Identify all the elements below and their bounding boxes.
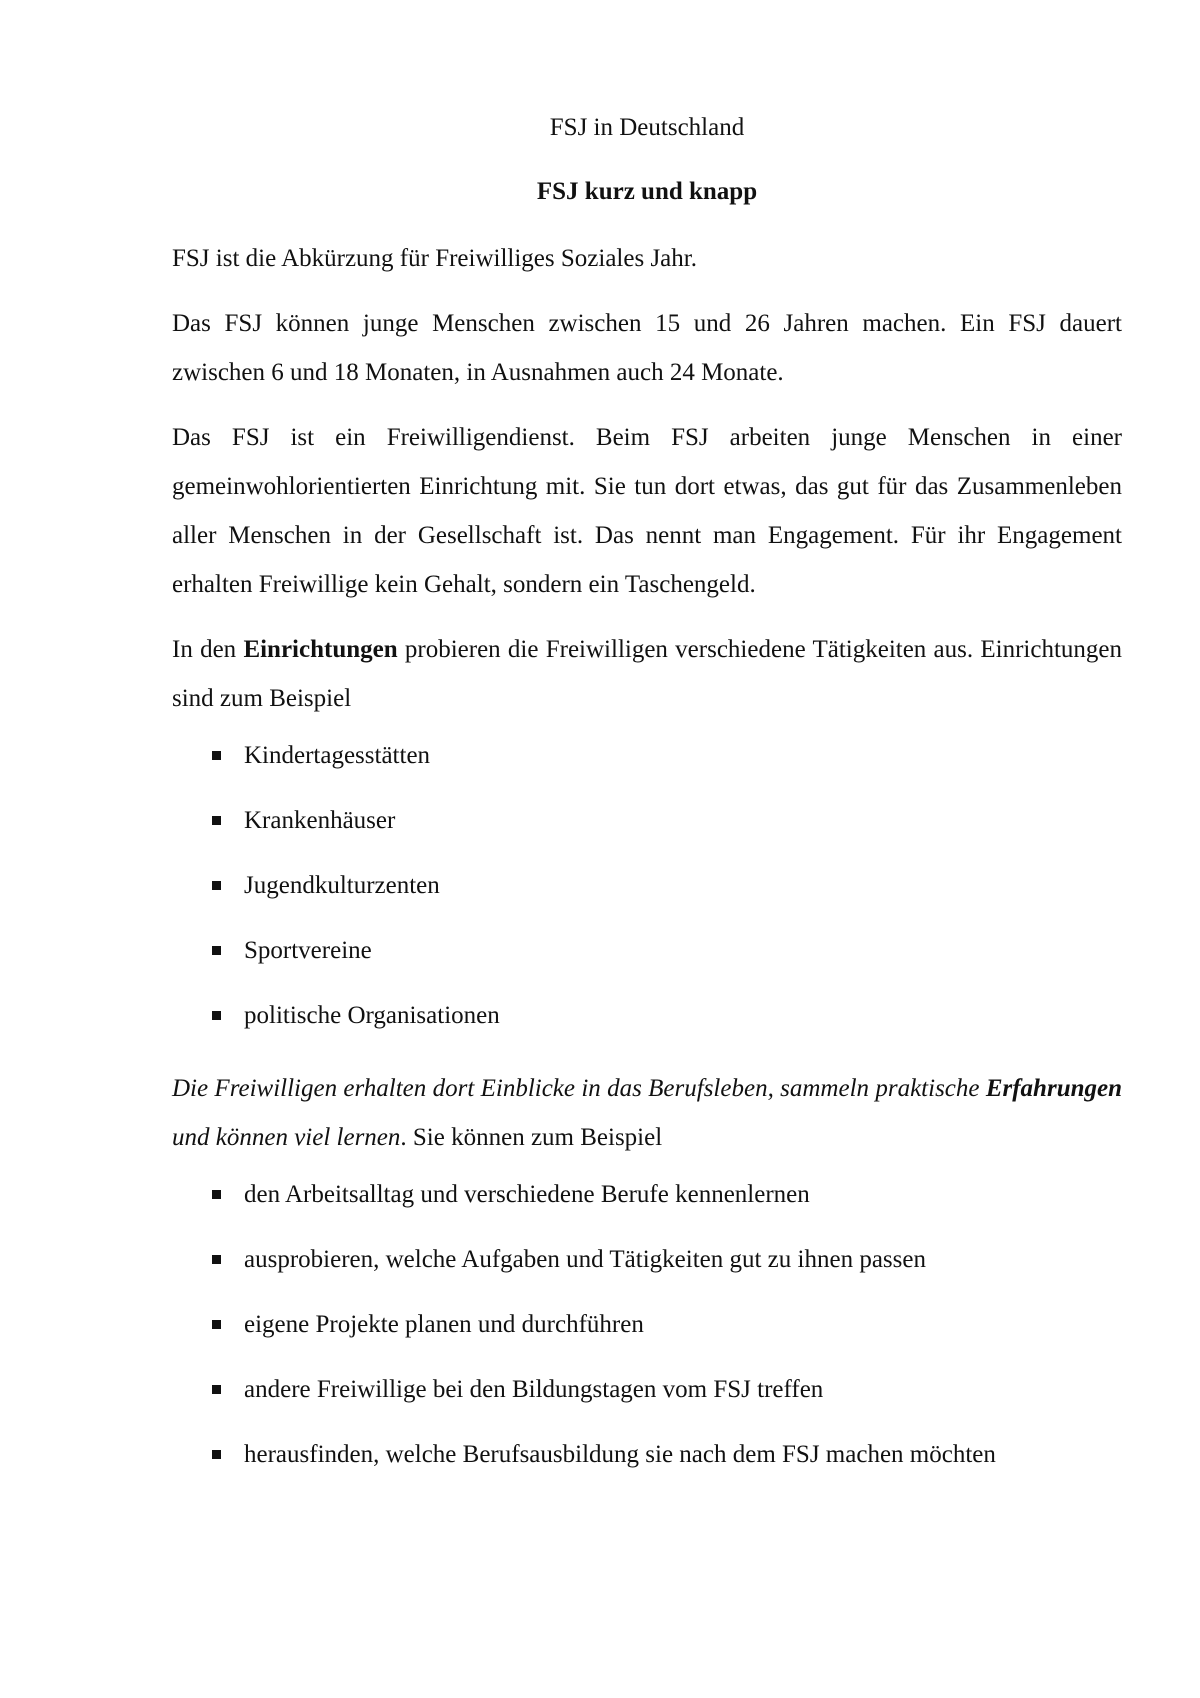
list-item-text: den Arbeitsalltag und verschiedene Berufe kennenlernen xyxy=(244,1181,810,1208)
list-item xyxy=(172,983,1122,1048)
square-bullet-icon xyxy=(212,1320,221,1329)
list-item-text: ausprobieren, welche Aufgaben und Tätigkeiten gut zu ihnen passen xyxy=(244,1246,926,1273)
experiences-italic-before: Die Freiwilligen erhalten dort Einblicke in das Berufsleben, sammeln praktische xyxy=(172,1075,986,1102)
paragraph-volunteer-service: Das FSJ ist ein Freiwilligendienst. Beim FSJ arbeiten junge Menschen in einer gemeinwohlorientierten Einrichtung mit. Sie tun dort etwas, das gut für das Zusammenleben aller Menschen in der Gesellschaft ist. Das nennt man Engagement. Für ihr Engagement erhalten Freiwillige kein Gehalt, sondern ein Taschengeld. xyxy=(172,424,1122,598)
list-item xyxy=(172,1162,1122,1227)
square-bullet-icon xyxy=(212,1385,221,1394)
experiences-bold-italic-term: Erfahrungen xyxy=(985,1075,1122,1102)
activities-list xyxy=(172,1162,1122,1487)
document-subtitle: FSJ kurz und knapp xyxy=(536,178,758,205)
list-item xyxy=(172,788,1122,853)
list-item-text: Sportvereine xyxy=(244,937,372,964)
institutions-text-after: probieren die Freiwilligen verschiedene Tätigkeiten aus. Einrichtungen sind zum Beispiel xyxy=(172,636,1123,712)
list-item-text: politische Organisationen xyxy=(244,1002,500,1029)
list-item xyxy=(172,1227,1122,1292)
experiences-italic-after: und können viel lernen xyxy=(172,1124,401,1151)
institutions-text-before: In den xyxy=(172,636,244,663)
experiences-plain-text: . Sie können zum Beispiel xyxy=(400,1124,663,1151)
list-item xyxy=(172,1292,1122,1357)
list-item-text: Jugendkulturzenten xyxy=(244,872,440,899)
list-item-text: Kindertagesstätten xyxy=(244,742,431,769)
list-item xyxy=(172,853,1122,918)
list-item-text: Krankenhäuser xyxy=(244,807,396,834)
list-item xyxy=(172,1357,1122,1422)
list-item-text: andere Freiwillige bei den Bildungstagen vom FSJ treffen xyxy=(244,1376,824,1403)
institutions-list xyxy=(172,723,1122,1048)
square-bullet-icon xyxy=(212,751,221,760)
document-page xyxy=(172,108,1122,1487)
square-bullet-icon xyxy=(212,1450,221,1459)
square-bullet-icon xyxy=(212,1255,221,1264)
square-bullet-icon xyxy=(212,816,221,825)
paragraph-institutions xyxy=(172,625,1122,723)
square-bullet-icon xyxy=(212,1011,221,1020)
list-item xyxy=(172,918,1122,983)
square-bullet-icon xyxy=(212,1190,221,1199)
paragraph-definition: FSJ ist die Abkürzung für Freiwilliges Soziales Jahr. xyxy=(172,245,697,272)
list-item xyxy=(172,723,1122,788)
list-item-text: herausfinden, welche Berufsausbildung sie nach dem FSJ machen möchten xyxy=(244,1441,996,1468)
paragraph-age-duration: Das FSJ können junge Menschen zwischen 15 und 26 Jahren machen. Ein FSJ dauert zwischen 6 und 18 Monaten, in Ausnahmen auch 24 Monate. xyxy=(172,310,1122,386)
paragraph-experiences xyxy=(172,1064,1122,1162)
square-bullet-icon xyxy=(212,881,221,890)
institutions-bold-term: Einrichtungen xyxy=(243,636,398,663)
list-item-text: eigene Projekte planen und durchführen xyxy=(244,1311,644,1338)
square-bullet-icon xyxy=(212,946,221,955)
document-title: FSJ in Deutschland xyxy=(549,114,745,141)
list-item xyxy=(172,1422,1122,1487)
